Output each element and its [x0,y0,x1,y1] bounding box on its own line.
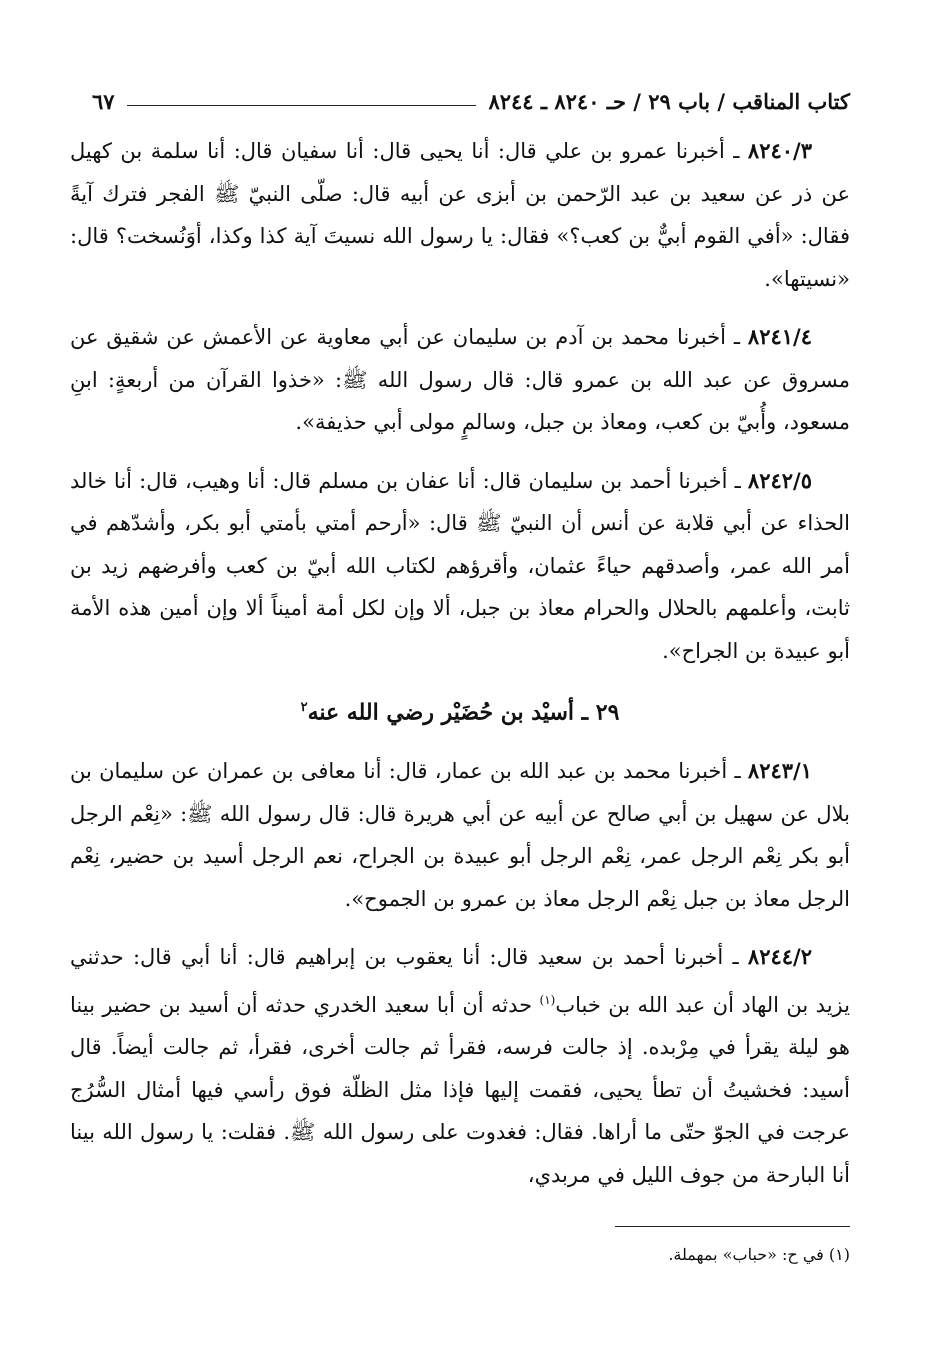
hadith-number: ٨٢٤٤/٢ [747,944,812,970]
section-note-mark: ٢ [300,700,308,715]
running-header [92,78,850,114]
page-number: ٦٧ [92,89,115,114]
hadith-text-continued: حدثه أن أبا سعيد الخدري حدثه أن أسيد بن حضير بينا هو ليلة يقرأ في مِرْبده. إذ جالت فرسه، فقرأ ثم جالت أخرى، فقرأ، ثم جالت أيضاً. قال أسيد: فخشيتُ أن تطأ يحيى، فقمت إليها فإذا مثل الظلّة فوق رأسي فيها أمثال السُّرُج عرجت في الجوّ حتّى ما أراها. فقال: فغدوت على رسول الله ﷺ. فقلت: يا رسول الله بينا أنا البارحة من جوف الليل في مربدي، [70,992,850,1187]
hadith-text: ـ أخبرنا أحمد بن سعيد قال: أنا يعقوب بن إبراهيم قال: أنا أبي قال: حدثني يزيد بن الهاد أن عبد الله بن خباب [70,945,850,1017]
hadith-8243 [70,750,850,920]
hadith-number: ٨٢٤٢/٥ [747,467,812,493]
hadith-8240 [70,130,850,300]
hadith-text: ـ أخبرنا محمد بن عبد الله بن عمار، قال: أنا معافى بن عمران عن سليمان بن بلال عن سهيل بن أبي صالح عن أبيه عن أبي هريرة قال: قال رسول الله ﷺ: «نِعْم الرجل أبو بكر نِعْم الرجل عمر، نِعْم الرجل أبو عبيدة بن الجراح، نعم الرجل أسيد بن حضير، نِعْم الرجل معاذ بن جبل نِعْم الرجل معاذ بن عمرو بن الجموح». [70,759,850,911]
hadith-8242 [70,460,850,673]
hadith-number: ٨٢٤١/٤ [747,324,812,349]
hadith-8241 [70,316,850,444]
hadith-number: ٨٢٤٠/٣ [747,138,812,163]
section-heading-text: ٢٩ ـ أسيْد بن حُضَيْر رضي الله عنه [307,699,620,726]
hadith-8244 [70,936,850,1196]
hadith-text: ـ أخبرنا أحمد بن سليمان قال: أنا عفان بن مسلم قال: أنا وهيب، قال: أنا خالد الحذاء عن أبي قلابة عن أنس أن النبيّ ﷺ قال: «أرحم أمتي بأمتي أبو بكر، وأشدّهم في أمر الله عمر، وأصدقهم حياءً عثمان، وأقرؤهم لكتاب الله أبيّ بن كعب وأفرضهم زيد بن ثابت، وأعلمهم بالحلال والحرام معاذ بن جبل، ألا وإن لكل أمة أميناً ألا وإن أمين هذه الأمة أبو عبيدة بن الجراح». [70,468,850,663]
footnote: (١) في ح: «حباب» بمهملة. [668,1245,850,1265]
header-title: كتاب المناقب / باب ٢٩ / حـ ٨٢٤٠ ـ ٨٢٤٤ [488,89,850,114]
header-rule [127,105,477,106]
footnote-ref: (١) [539,992,556,1007]
hadith-number: ٨٢٤٣/١ [747,758,812,784]
hadith-text: ـ أخبرنا عمرو بن علي قال: أنا يحيى قال: أنا سفيان قال: أنا سلمة بن كهيل عن ذر عن سعيد بن عبد الرّحمن بن أبزى عن أبيه قال: صلّى النبيّ ﷺ الفجر فترك آيةً فقال: «أفي القوم أبيٌّ بن كعب؟» فقال: يا رسول الله نسيتَ آية كذا وكذا، أوَنُسخت؟ قال: «نسيتها». [70,139,850,291]
section-heading [70,686,850,734]
footnote-rule [615,1226,850,1227]
hadith-text: ـ أخبرنا محمد بن آدم بن سليمان عن أبي معاوية عن الأعمش عن شقيق عن مسروق عن عبد الله بن عمرو قال: قال رسول الله ﷺ: «خذوا القرآن من أربعةٍ: ابنِ مسعود، وأُبيّ بن كعب، ومعاذ بن جبل، وسالمٍ مولى أبي حذيفة». [70,325,850,434]
book-page [70,78,850,1267]
